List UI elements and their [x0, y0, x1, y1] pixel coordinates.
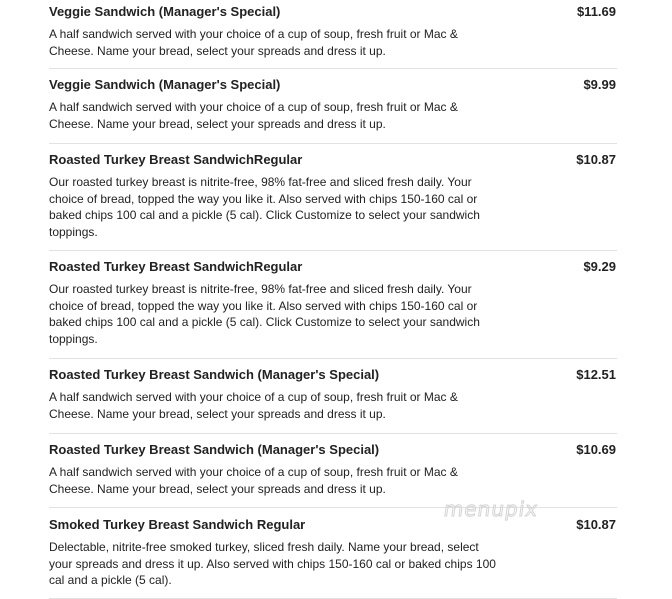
item-price: $12.51: [576, 367, 616, 382]
menu-item-header: [49, 251, 617, 275]
menu-item-header: [49, 434, 617, 458]
menu-item-header: [49, 359, 617, 383]
item-name: Roasted Turkey Breast Sandwich (Manager's Special): [49, 442, 380, 457]
menu-item[interactable]: [49, 508, 617, 599]
menu-item-header: [49, 0, 617, 20]
menu-item[interactable]: [49, 0, 617, 69]
item-price: $10.69: [576, 442, 616, 457]
item-description: Our roasted turkey breast is nitrite-free, 98% fat-free and sliced fresh daily. Your choice of bread, topped the way you like it. Also served with chips 150-160 cal or baked chips 100 cal and a pickle (5 cal). Click Customize to select your sandwich toppings.: [49, 282, 480, 346]
menu-item[interactable]: [49, 434, 617, 508]
item-description: A half sandwich served with your choice of a cup of soup, fresh fruit or Mac & Cheese. Name your bread, select your spreads and dress it up.: [49, 100, 458, 131]
item-description: A half sandwich served with your choice of a cup of soup, fresh fruit or Mac & Cheese. Name your bread, select your spreads and dress it up.: [49, 390, 458, 421]
item-description: A half sandwich served with your choice of a cup of soup, fresh fruit or Mac & Cheese. Name your bread, select your spreads and dress it up.: [49, 27, 458, 58]
menupix-watermark: menupix: [442, 497, 540, 521]
item-name: Roasted Turkey Breast Sandwich (Manager's Special): [49, 367, 380, 382]
item-price: $9.99: [583, 77, 616, 92]
item-name: Veggie Sandwich (Manager's Special): [49, 77, 281, 92]
menu-list: [49, 0, 617, 599]
item-description: Our roasted turkey breast is nitrite-free, 98% fat-free and sliced fresh daily. Your choice of bread, topped the way you like it. Also served with chips 150-160 cal or baked chips 100 cal and a pickle (5 cal). Click Customize to select your sandwich toppings.: [49, 175, 480, 239]
menu-item[interactable]: [49, 144, 617, 251]
item-price: $10.87: [576, 152, 616, 167]
menu-item-header: [49, 508, 617, 533]
menu-item[interactable]: [49, 359, 617, 434]
item-description: Delectable, nitrite-free smoked turkey, sliced fresh daily. Name your bread, select your spreads and dress it up. Also served with chips 150-160 cal or baked chips 100 cal and a pickle (5 cal).: [49, 540, 496, 587]
menu-item[interactable]: [49, 251, 617, 359]
item-name: Smoked Turkey Breast Sandwich Regular: [49, 517, 306, 532]
menu-item[interactable]: [49, 69, 617, 144]
item-price: $9.29: [583, 259, 616, 274]
menu-item-header: [49, 69, 617, 93]
item-price: $11.69: [576, 4, 616, 19]
item-name: Roasted Turkey Breast SandwichRegular: [49, 259, 303, 274]
item-price: $10.87: [576, 517, 616, 532]
menu-item-header: [49, 144, 617, 168]
item-description: A half sandwich served with your choice of a cup of soup, fresh fruit or Mac & Cheese. Name your bread, select your spreads and dress it up.: [49, 465, 458, 496]
item-name: Roasted Turkey Breast SandwichRegular: [49, 152, 303, 167]
item-name: Veggie Sandwich (Manager's Special): [49, 4, 281, 19]
